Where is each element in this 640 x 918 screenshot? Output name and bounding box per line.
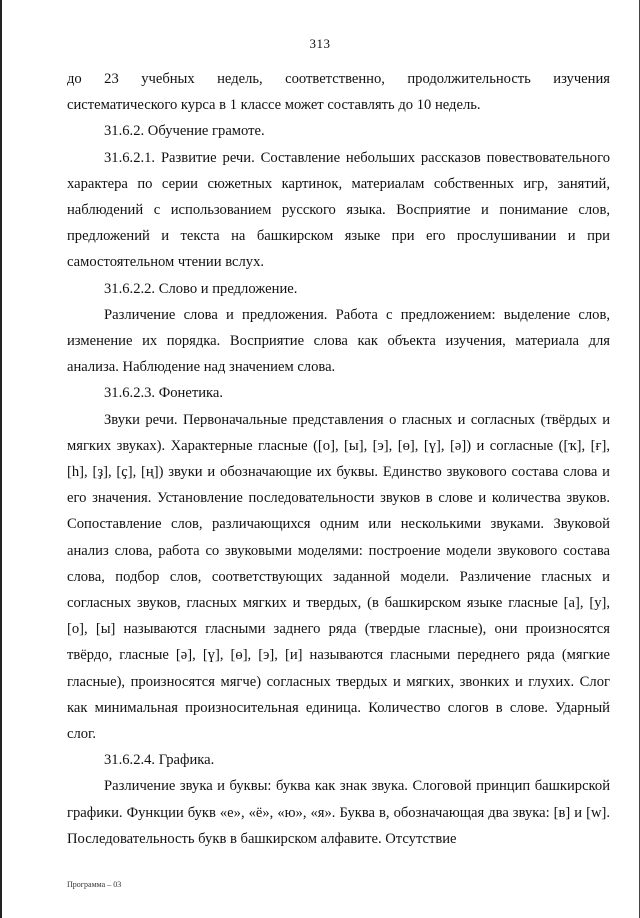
paragraph: до 23 учебных недель, соответственно, продолжительность изучения систематического курса в 1 классе может составлять до 10 недель. xyxy=(67,71,610,114)
footer-label: Программа – 03 xyxy=(67,880,122,889)
page-number: 313 xyxy=(309,36,331,51)
paragraph: Звуки речи. Первоначальные представления о гласных и согласных (твёрдых и мягких звуках). Характерные гласные ([о], [ы], [э], [ө], [ү], [ә]) и согласные ([ҡ], [ғ], [һ], [ҙ], [ҫ], [ң]) звуки и обозначающие их буквы. Единство звукового состава слова и его значения. Установление последовательности звуков в слове и количества звуков. Сопоставление слов, различающихся одним или несколькими звуками. Звуковой анализ слова, работа со звуковыми моделями: построение модели звукового состава слова, подбор слов, соответствующих заданной модели. Различение гласных и согласных звуков, гласных мягких и твердых, (в башкирском языке гласные [а], [у], [о], [ы] называются гласными заднего ряда (твердые гласные), они произносятся твёрдо, гласные [ә], [ү], [ө], [э], [и] называются гласными переднего ряда (мягкие гласные), произносятся мягче) согласных твердых и мягких, звонких и глухих. Слог как минимальная произносительная единица. Количество слогов в слове. Ударный слог. xyxy=(67,411,610,743)
paragraph: Различение слова и предложения. Работа с предложением: выделение слов, изменение их порядка. Восприятие слова как объекта изучения, материала для анализа. Наблюдение над значением слова. xyxy=(67,306,610,376)
section-heading: 31.6.2.3. Фонетика. xyxy=(104,385,224,402)
document-body xyxy=(67,66,610,852)
paragraph: 31.6.2.1. Развитие речи. Составление небольших рассказов повествовательного характера по серии сюжетных картинок, материалам собственных игр, занятий, наблюдений с использованием русского языка. Восприятие и понимание слов, предложений и текста на башкирском языке при его прослушивании и при самостоятельном чтении вслух. xyxy=(67,149,610,271)
section-heading: 31.6.2. Обучение грамоте. xyxy=(104,123,265,140)
section-heading: 31.6.2.4. Графика. xyxy=(104,752,215,769)
section-heading: 31.6.2.2. Слово и предложение. xyxy=(104,280,298,297)
paragraph: Различение звука и буквы: буква как знак звука. Слоговой принцип башкирской графики. Функции букв «е», «ё», «ю», «я». Буква в, обозначающая два звука: [в] и [w]. Последовательность букв в башкирском алфавите. Отсутствие xyxy=(67,778,610,847)
page-left-edge xyxy=(0,0,2,918)
